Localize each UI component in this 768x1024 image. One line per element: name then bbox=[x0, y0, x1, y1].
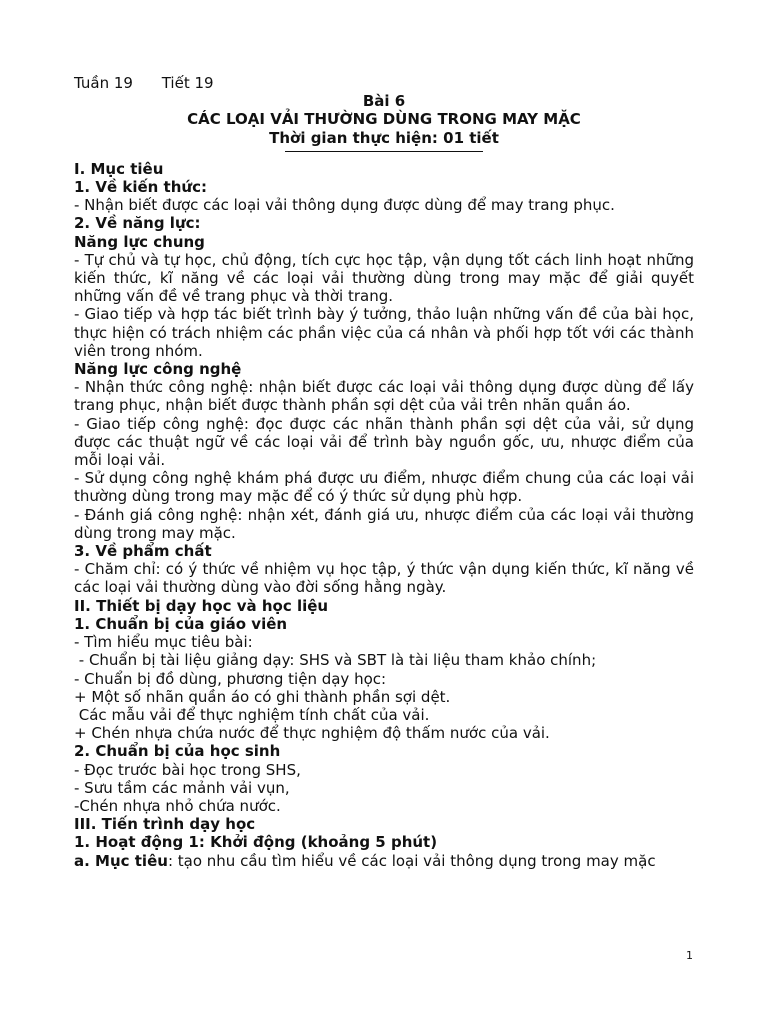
document-body bbox=[74, 74, 694, 870]
subsection-heading: 1. Về kiến thức: bbox=[74, 178, 207, 197]
title-underline bbox=[285, 151, 483, 152]
paragraph: - Chuẩn bị tài liệu giảng dạy: SHS và SBT là tài liệu tham khảo chính; bbox=[74, 651, 597, 670]
period-label: Tiết 19 bbox=[161, 74, 214, 92]
paragraph: + Chén nhựa chứa nước để thực nghiệm độ thấm nước của vải. bbox=[74, 724, 550, 743]
paragraph: Các mẫu vải để thực nghiệm tính chất của vải. bbox=[74, 705, 430, 724]
paragraph: - Đọc trước bài học trong SHS, bbox=[74, 760, 301, 779]
week-period-line bbox=[74, 74, 694, 92]
paragraph: - Chuẩn bị đồ dùng, phương tiện dạy học: bbox=[74, 669, 387, 688]
paragraph bbox=[74, 852, 694, 870]
section-heading: III. Tiến trình dạy học bbox=[74, 815, 256, 834]
paragraph: - Tự chủ và tự học, chủ động, tích cực học tập, vận dụng tốt cách linh hoạt những kiến thức, kĩ năng về các loại vải thường dùng trong may mặc để giải quyết những vấn đề về trang phục và thời trang. bbox=[74, 250, 694, 306]
paragraph: - Nhận biết được các loại vải thông dụng được dùng để may trang phục. bbox=[74, 196, 615, 215]
paragraph: - Tìm hiểu mục tiêu bài: bbox=[74, 633, 253, 652]
subheading: Năng lực chung bbox=[74, 232, 205, 251]
paragraph: - Nhận thức công nghệ: nhận biết được các loại vải thông dụng được dùng để lấy trang phục, nhận biết được thành phần sợi dệt của vải trên nhãn quần áo. bbox=[74, 378, 694, 415]
paragraph: + Một số nhãn quần áo có ghi thành phần sợi dệt. bbox=[74, 687, 451, 706]
paragraph: - Sưu tầm các mảnh vải vụn, bbox=[74, 778, 290, 797]
week-label: Tuần 19 bbox=[74, 74, 133, 92]
page-number: 1 bbox=[686, 949, 693, 962]
paragraph: - Sử dụng công nghệ khám phá được ưu điểm, nhược điểm chung của các loại vải thường dùng trong may mặc để có ý thức sử dụng phù hợp. bbox=[74, 469, 694, 506]
subsection-heading: 3. Về phẩm chất bbox=[74, 542, 212, 561]
subheading: Năng lực công nghệ bbox=[74, 360, 242, 379]
section-heading: II. Thiết bị dạy học và học liệu bbox=[74, 596, 329, 615]
paragraph: - Đánh giá công nghệ: nhận xét, đánh giá ưu, nhược điểm của các loại vải thường dùng trong may mặc. bbox=[74, 505, 694, 542]
lesson-duration: Thời gian thực hiện: 01 tiết bbox=[269, 128, 499, 147]
objective-text: : tạo nhu cầu tìm hiểu về các loại vải thông dụng trong may mặc bbox=[167, 851, 656, 870]
objective-label: a. Mục tiêu bbox=[74, 851, 168, 870]
paragraph: - Chăm chỉ: có ý thức về nhiệm vụ học tập, ý thức vận dụng kiến thức, kĩ năng về các loại vải thường dùng vào đời sống hằng ngày. bbox=[74, 560, 694, 597]
subsection-heading: 2. Về năng lực: bbox=[74, 214, 201, 233]
paragraph: - Giao tiếp công nghệ: đọc được các nhãn thành phần sợi dệt của vải, sử dụng được các thuật ngữ về các loại vải để trình bày nguồn gốc, ưu, nhược điểm của mỗi loại vải. bbox=[74, 414, 694, 470]
paragraph: -Chén nhựa nhỏ chứa nước. bbox=[74, 796, 281, 815]
subsection-heading: 1. Chuẩn bị của giáo viên bbox=[74, 614, 288, 633]
paragraph: - Giao tiếp và hợp tác biết trình bày ý tưởng, thảo luận những vấn đề của bài học, thực hiện có trách nhiệm các phần việc của cá nhân và phối hợp tốt với các thành viên trong nhóm. bbox=[74, 305, 694, 360]
section-heading: I. Mục tiêu bbox=[74, 159, 164, 178]
lesson-title: CÁC LOẠI VẢI THƯỜNG DÙNG TRONG MAY MẶC bbox=[187, 110, 581, 129]
lesson-number: Bài 6 bbox=[362, 92, 406, 111]
subsection-heading: 2. Chuẩn bị của học sinh bbox=[74, 742, 281, 761]
subsection-heading: 1. Hoạt động 1: Khởi động (khoảng 5 phút) bbox=[74, 833, 438, 852]
